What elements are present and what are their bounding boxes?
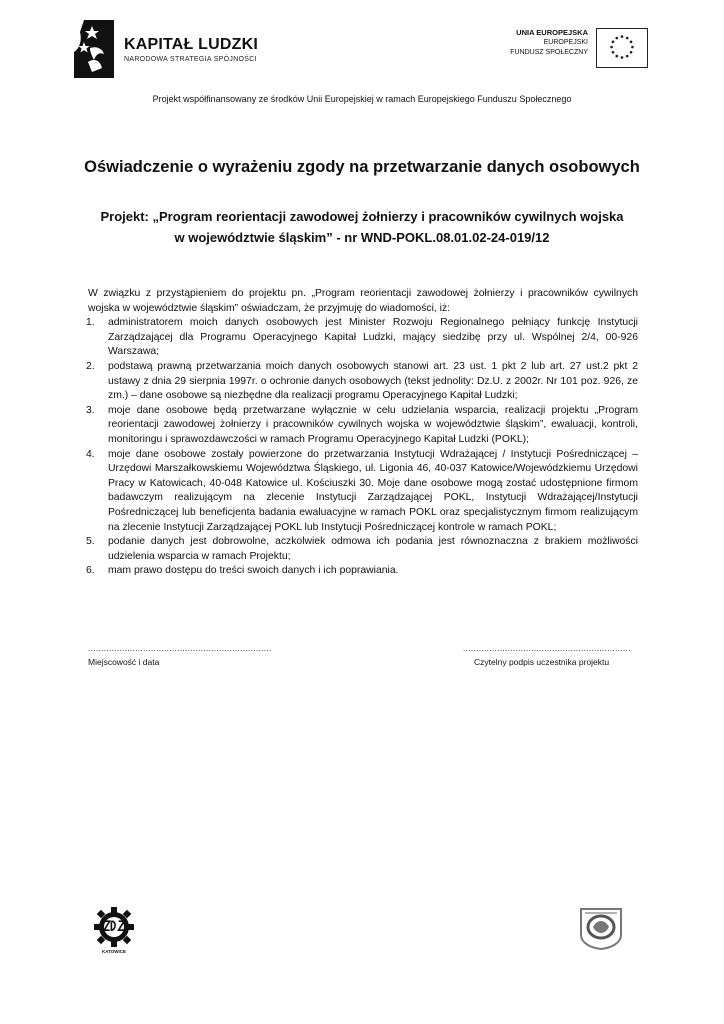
list-item-text: mam prawo dostępu do treści swoich danych i ich poprawiania.	[108, 565, 399, 577]
kapital-ludzki-logo	[70, 18, 270, 80]
eu-flag-icon	[596, 28, 648, 68]
kapital-ludzki-subtitle: NARODOWA STRATEGIA SPÓJNOŚCI	[124, 56, 257, 63]
kapital-ludzki-emblem-icon	[70, 18, 118, 80]
list-item-text: podstawą prawną przetwarzania moich danych osobowych stanowi art. 23 ust. 1 pkt 2 lub art. 27 ust.2 pkt 2 ustawy z dnia 29 sierpnia 1997r. o ochronie danych osobowych (tekst jednolity: Dz.U. z 2002r. Nr 101 poz. 926, ze zm.) – dane osobowe są niezbędne dla realizacji programu Operacyjnego Kapitał Ludzki;	[108, 360, 638, 402]
list-item-number: 5.	[86, 536, 95, 548]
project-line-1: Projekt: „Program reorientacji zawodowej żołnierzy i pracowników cywilnych wojska	[100, 209, 624, 224]
list-item-number: 2.	[86, 360, 95, 372]
list-item-number: 4.	[86, 448, 95, 460]
project-line-2: w województwie śląskim” - nr WND-POKL.08.01.02-24-019/12	[174, 230, 550, 245]
list-item	[88, 564, 638, 579]
list-item-text: moje dane osobowe będą przetwarzane wyłącznie w celu udzielania wsparcia, realizacji projektu „Program reorientacji zawodowej żołnierzy i pracowników cywilnych wojska w województwie śląskim”, ewaluacji, kontroli, monitoringu i sprawozdawczości w ramach Programu Operacyjnego Kapitał Ludzki (POKL);	[108, 404, 638, 445]
list-item	[88, 535, 638, 564]
cofinancing-note: Projekt współfinansowany ze środków Unii Europejskiej w ramach Europejskiego Funduszu Społecznego	[152, 94, 572, 104]
declaration-list	[88, 316, 638, 579]
project-name	[0, 206, 724, 248]
list-item	[88, 316, 638, 360]
list-item-text: administratorem moich danych osobowych jest Minister Rozwoju Regionalnego pełniący funkcję Instytucji Zarządzającej dla Programu Operacyjnego Kapitał Ludzki, mający siedzibę przy ul. Wspólnej 2/4, 00-926 Warszawa;	[108, 317, 638, 358]
declaration-intro: W związku z przystąpieniem do projektu pn. „Program reorientacji zawodowej żołnierzy i pracowników cywilnych wojska w województwie śląskim” oświadczam, że przyjmuję do wiadomości, iż:	[88, 288, 638, 314]
partner-logo	[575, 905, 627, 951]
zdz-gear-icon	[92, 905, 136, 949]
list-item	[88, 404, 638, 448]
list-item-text: podanie danych jest dobrowolne, aczkolwiek odmowa ich podania jest równoznaczna z brakiem możliwości udzielenia wsparcia w ramach Projektu;	[108, 536, 638, 562]
list-item	[88, 448, 638, 536]
eu-line-2: EUROPEJSKI	[543, 39, 588, 46]
zdz-caption: KATOWICE	[101, 949, 127, 954]
place-date-line: ......................................................................	[88, 644, 272, 653]
list-item-text: moje dane osobowe zostały powierzone do przetwarzania Instytucji Wdrażającej / Instytucji Pośredniczącej – Urzędowi Marszałkowskiemu Województwa Śląskiego, ul. Ligonia 46, 40-037 Katowice/Wojewódzkiemu Urzędowi Pracy w Katowicach, 40-048 Katowice ul. Kościuszki 30. Moje dane osobowe mogą zostać udostępnione firmom badawczym realizującym na zlecenie Instytucji Zarządzającej POKL, Instytucji Wdrażającej/Instytucji Pośredniczącej lub beneficjenta badania ewaluacyjne w ramach POKL oraz specjalistycznym firmom realizującym na zlecenie Instytucji Zarządzającej POKL lub Instytucji Pośredniczącej kontrole w ramach POKL;	[108, 448, 638, 533]
eu-line-3: FUNDUSZ SPOŁECZNY	[510, 49, 588, 56]
place-date-label: Miejscowość i data	[88, 657, 160, 667]
eu-line-1: UNIA EUROPEJSKA	[516, 28, 588, 37]
partner-emblem-icon	[575, 905, 627, 951]
list-item-number: 3.	[86, 404, 95, 416]
eu-logo-block	[500, 28, 650, 72]
zdz-logo	[92, 905, 136, 961]
document-title: Oświadczenie o wyrażeniu zgody na przetwarzanie danych osobowych	[84, 158, 640, 176]
list-item-number: 1.	[86, 317, 95, 329]
list-item	[88, 360, 638, 404]
eu-text	[510, 28, 588, 58]
kapital-ludzki-title: KAPITAŁ LUDZKI	[124, 36, 259, 53]
list-item-number: 6.	[86, 565, 95, 577]
signature-line: ................................................................	[463, 644, 631, 653]
declaration-body	[88, 287, 638, 579]
signature-label: Czytelny podpis uczestnika projektu	[474, 657, 610, 667]
